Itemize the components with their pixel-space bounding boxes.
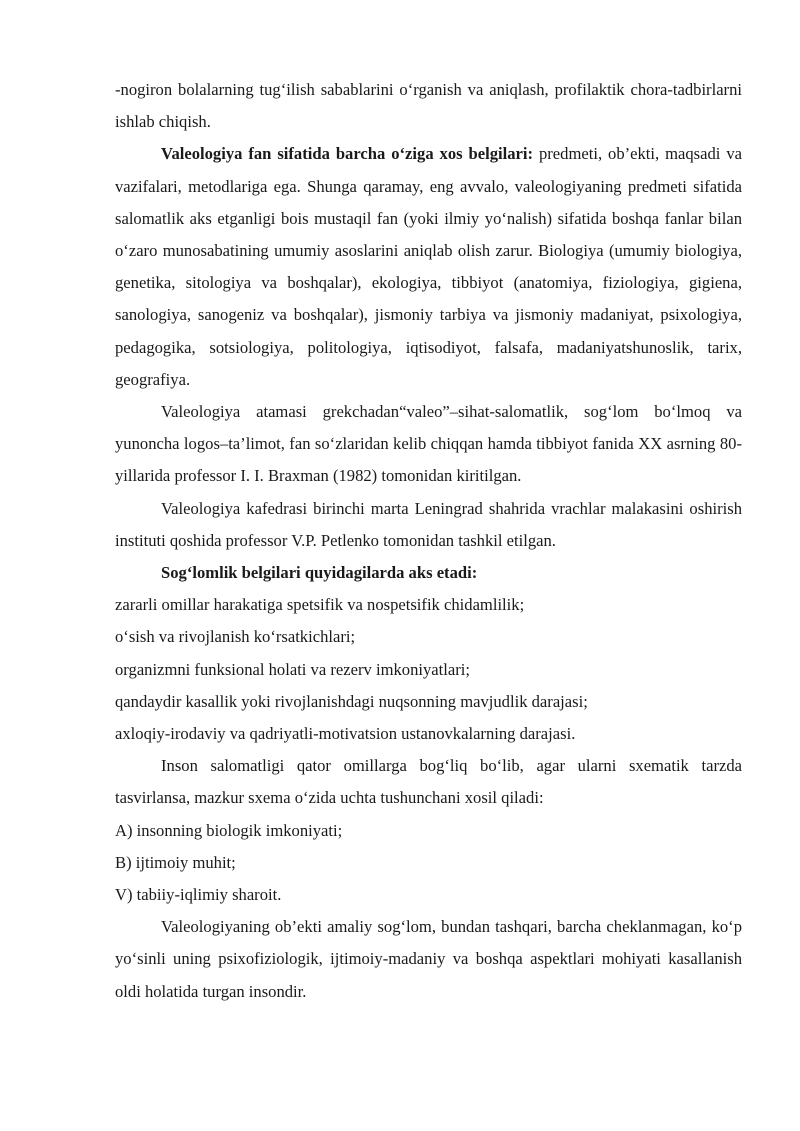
paragraph-term-origin: Valeologiya atamasi grekchadan“valeo”–sihat-salomatlik, sog‘lom bo‘lmoq va yunoncha logos–ta’limot, fan so‘zlaridan kelib chiqqan hamda tibbiyot fanida XX asrning 80-yillarida professor I. I. Braxman (1982) tomonidan kiritilgan.	[115, 402, 742, 486]
paragraph-bold-lead: Valeologiya fan sifatida barcha o‘ziga xos belgilari:	[161, 144, 534, 164]
section-heading-health-signs	[115, 557, 742, 589]
list-item: zararli omillar harakatiga spetsifik va nospetsifik chidamlilik;	[115, 595, 525, 615]
list-item: qandaydir kasallik yoki rivojlanishdagi nuqsonning mavjudlik darajasi;	[115, 691, 588, 711]
paragraph-valeology-object: Valeologiyaning ob’ekti amaliy sog‘lom, bundan tashqari, barcha cheklanmagan, ko‘p yo‘sinli uning psixofiziologik, ijtimoiy-madaniy va boshqa aspektlari mohiyati kasallanish oldi holatida turgan insondir.	[115, 917, 742, 1001]
heading-text: Sog‘lomlik belgilari quyidagilarda aks etadi:	[161, 563, 478, 583]
paragraph-department: Valeologiya kafedrasi birinchi marta Leningrad shahrida vrachlar malakasini oshirish instituti qoshida professor V.P. Petlenko tomonidan tashkil etilgan.	[115, 498, 742, 550]
list-item: axloqiy-irodaviy va qadriyatli-motivatsion ustanovkalarning darajasi.	[115, 724, 576, 744]
list-item: V) tabiiy-iqlimiy sharoit.	[115, 885, 282, 905]
list-item: organizmni funksional holati va rezerv imkoniyatlari;	[115, 659, 470, 679]
list-item: B) ijtimoiy muhit;	[115, 852, 236, 872]
paragraph-body: predmeti, ob’ekti, maqsadi va vazifalari, metodlariga ega. Shunga qaramay, eng avvalo, valeologiyaning predmeti sifatida salomatlik aks etganligi bois mustaqil fan (yoki ilmiy yo‘nalish) sifatida boshqa fanlar bilan o‘zaro munosabatining umumiy asoslarini aniqlab olish zarur. Biologiya (umumiy biologiya, genetika, sitologiya va boshqalar), ekologiya, tibbiyot (anatomiya, fiziologiya, gigiena, sanologiya, sanogeniz va boshqalar), jismoniy tarbiya va jismoniy madaniyat, psixologiya, pedagogika, sotsiologiya, politologiya, iqtisodiyot, falsafa, madaniyatshunoslik, tarix, geografiya.	[115, 144, 742, 389]
list-item: o‘sish va rivojlanish ko‘rsatkichlari;	[115, 627, 356, 647]
list-item: A) insonning biologik imkoniyati;	[115, 820, 343, 840]
paragraph-valeology-features	[115, 138, 742, 396]
paragraph-health-factors: Inson salomatligi qator omillarga bog‘liq bo‘lib, agar ularni sxematik tarzda tasvirlansa, mazkur sxema o‘zida uchta tushunchani xosil qiladi:	[115, 756, 742, 808]
paragraph-intro: -nogiron bolalarning tug‘ilish sabablarini o‘rganish va aniqlash, profilaktik chora-tadbirlarni ishlab chiqish.	[115, 80, 742, 132]
document-page	[115, 74, 742, 1008]
